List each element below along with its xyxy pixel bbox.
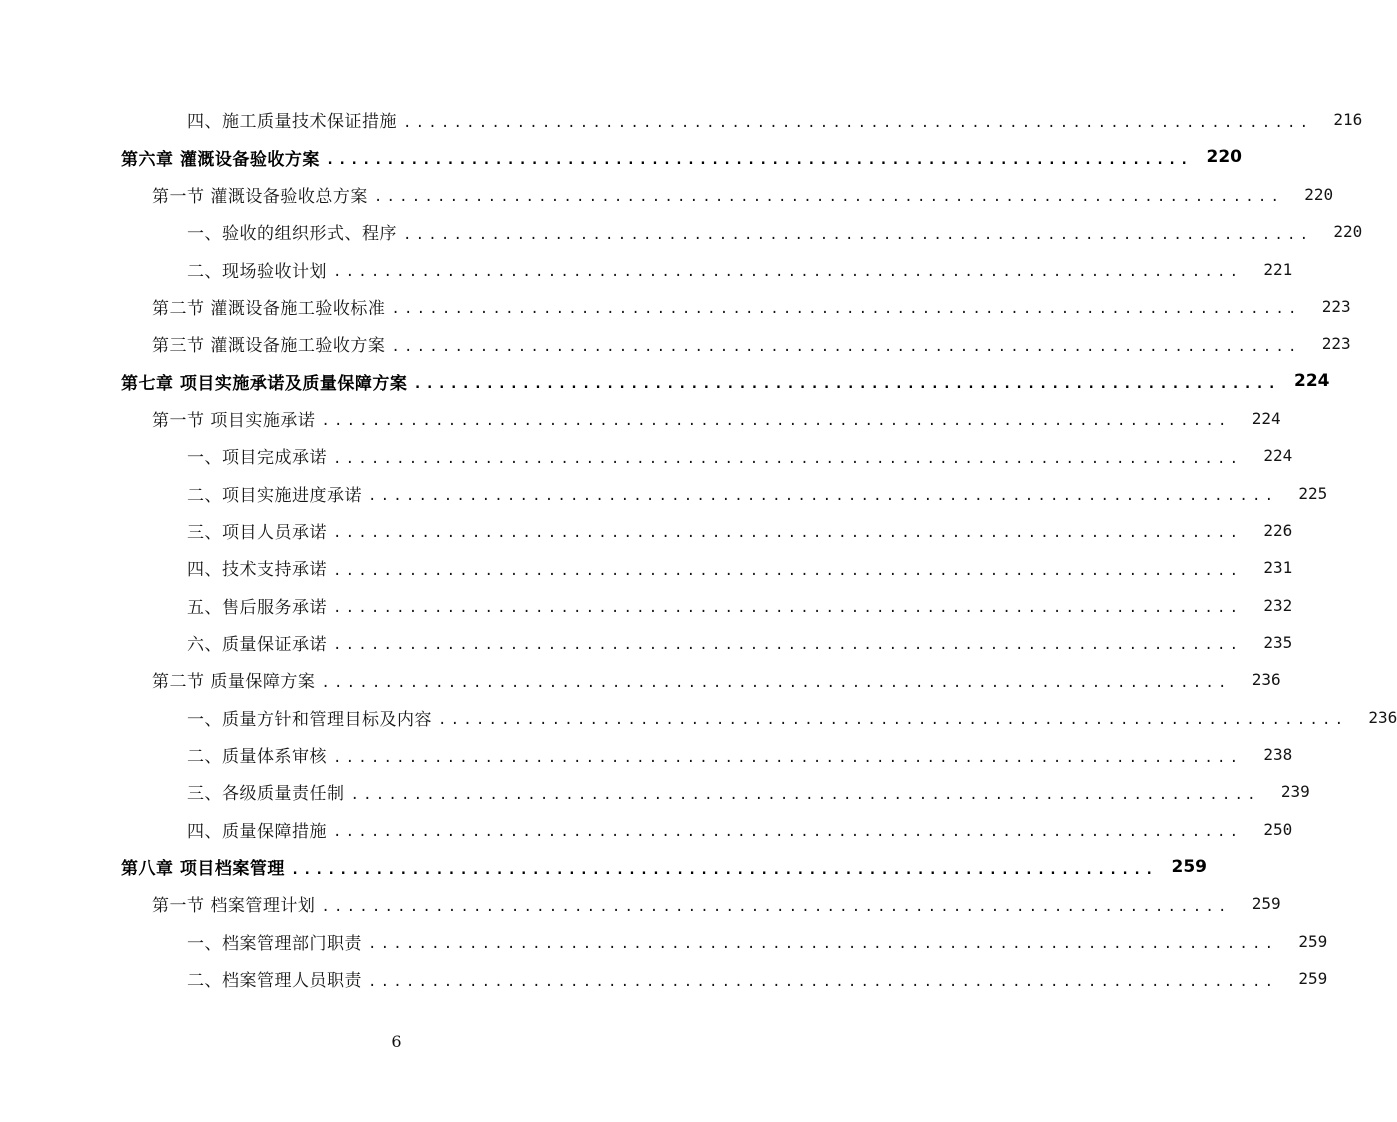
- toc-dot-leader: ........................................................................: [368, 936, 1278, 953]
- toc-entry-title: 第八章 项目档案管理: [121, 859, 285, 880]
- toc-dot-leader: ........................................................................: [350, 786, 1260, 803]
- toc-dot-leader: ........................................................................: [368, 973, 1278, 990]
- toc-entry[interactable]: [0, 213, 1363, 250]
- toc-dot-leader: ........................................................................: [325, 152, 1192, 169]
- toc-dot-leader: ........................................................................: [373, 189, 1284, 206]
- toc-entry-page: 235: [1263, 632, 1293, 652]
- toc-entry[interactable]: [0, 661, 1281, 698]
- toc-entry-page: 250: [1263, 819, 1293, 839]
- toc-dot-leader: ........................................................................: [413, 376, 1280, 393]
- toc-entry[interactable]: [0, 474, 1328, 511]
- toc-dot-leader: ........................................................................: [368, 488, 1278, 505]
- toc-entry-page: 224: [1263, 446, 1293, 466]
- toc-entry-title: 二、档案管理人员职责: [187, 971, 362, 992]
- toc-dot-leader: ........................................................................: [290, 861, 1157, 878]
- toc-entry-page: 259: [1251, 894, 1281, 914]
- toc-entry[interactable]: [0, 848, 1207, 885]
- toc-entry-title: 三、各级质量责任制: [187, 784, 345, 805]
- toc-entry-title: 第七章 项目实施承诺及质量保障方案: [121, 373, 408, 394]
- toc-entry-title: 一、验收的组织形式、程序: [187, 224, 397, 245]
- page-number: 6: [391, 1032, 402, 1051]
- toc-dot-leader: ........................................................................: [333, 637, 1243, 654]
- toc-entry-title: 一、质量方针和管理目标及内容: [187, 709, 432, 730]
- toc-entry-page: 236: [1368, 707, 1397, 727]
- toc-dot-leader: ........................................................................: [333, 600, 1243, 617]
- toc-entry-title: 第二节 质量保障方案: [152, 672, 316, 693]
- toc-entry[interactable]: [0, 586, 1293, 623]
- toc-entry[interactable]: [0, 437, 1293, 474]
- toc-dot-leader: ........................................................................: [403, 226, 1313, 243]
- toc-dot-leader: ........................................................................: [333, 824, 1243, 841]
- toc-entry-title: 第一节 灌溉设备验收总方案: [152, 186, 368, 207]
- toc-entry-title: 第六章 灌溉设备验收方案: [121, 149, 320, 170]
- toc-entry[interactable]: [0, 811, 1293, 848]
- toc-entry[interactable]: [0, 736, 1293, 773]
- toc-dot-leader: ........................................................................: [333, 562, 1243, 579]
- toc-entry-page: 259: [1298, 931, 1328, 951]
- toc-entry-page: 239: [1280, 782, 1310, 802]
- toc-entry-page: 231: [1263, 558, 1293, 578]
- toc-entry-title: 五、售后服务承诺: [187, 597, 327, 618]
- toc-entry-page: 223: [1321, 296, 1351, 316]
- toc-entry-page: 221: [1263, 259, 1293, 279]
- toc-entry[interactable]: [0, 923, 1328, 960]
- toc-entry[interactable]: [0, 250, 1293, 287]
- toc-entry-title: 四、施工质量技术保证措施: [187, 112, 397, 133]
- toc-dot-leader: ........................................................................: [333, 525, 1243, 542]
- toc-entry[interactable]: [0, 549, 1293, 586]
- toc-entry[interactable]: [0, 400, 1281, 437]
- toc-dot-leader: ........................................................................: [321, 674, 1231, 691]
- toc-dot-leader: ........................................................................: [333, 749, 1243, 766]
- toc-entry[interactable]: [0, 885, 1281, 922]
- toc-entry[interactable]: [0, 101, 1363, 138]
- toc-entry-title: 第一节 项目实施承诺: [152, 410, 316, 431]
- toc-entry[interactable]: [0, 773, 1310, 810]
- toc-entry-page: 220: [1206, 147, 1242, 168]
- toc-entry[interactable]: [0, 624, 1293, 661]
- toc-entry-page: 259: [1171, 856, 1207, 877]
- toc-entry-page: 232: [1263, 595, 1293, 615]
- toc-entry-page: 226: [1263, 520, 1293, 540]
- toc-entry-title: 六、质量保证承诺: [187, 634, 327, 655]
- toc-entry[interactable]: [0, 325, 1351, 362]
- toc-dot-leader: ........................................................................: [403, 114, 1313, 131]
- toc-entry[interactable]: [0, 512, 1293, 549]
- toc-dot-leader: ........................................................................: [333, 264, 1243, 281]
- toc-entry-title: 二、现场验收计划: [187, 261, 327, 282]
- toc-dot-leader: ........................................................................: [391, 338, 1301, 355]
- toc-entry-page: 216: [1333, 110, 1363, 130]
- toc-entry-page: 236: [1251, 670, 1281, 690]
- toc-dot-leader: ........................................................................: [321, 413, 1231, 430]
- toc-entry-page: 223: [1321, 334, 1351, 354]
- toc-dot-leader: ........................................................................: [321, 898, 1231, 915]
- toc-entry-page: 224: [1251, 408, 1281, 428]
- toc-entry-title: 第三节 灌溉设备施工验收方案: [152, 336, 386, 357]
- toc-entry[interactable]: [0, 288, 1351, 325]
- toc-dot-leader: ........................................................................: [438, 712, 1348, 729]
- toc-entry[interactable]: [0, 176, 1334, 213]
- toc-entry-title: 二、质量体系审核: [187, 747, 327, 768]
- toc-entry[interactable]: [0, 960, 1328, 997]
- toc-entry-title: 一、项目完成承诺: [187, 448, 327, 469]
- toc-entry-title: 一、档案管理部门职责: [187, 933, 362, 954]
- toc-entry[interactable]: [0, 699, 1397, 736]
- toc-entry-page: 224: [1294, 371, 1330, 392]
- toc-entry-title: 三、项目人员承诺: [187, 522, 327, 543]
- toc-entry-page: 220: [1333, 222, 1363, 242]
- toc-entry[interactable]: [0, 138, 1242, 175]
- toc-entry-title: 第二节 灌溉设备施工验收标准: [152, 298, 386, 319]
- toc-entry-title: 四、技术支持承诺: [187, 560, 327, 581]
- toc-entry-title: 二、项目实施进度承诺: [187, 485, 362, 506]
- toc-entry-page: 225: [1298, 483, 1328, 503]
- toc-entry-title: 四、质量保障措施: [187, 821, 327, 842]
- toc-dot-leader: ........................................................................: [391, 301, 1301, 318]
- toc-dot-leader: ........................................................................: [333, 450, 1243, 467]
- toc-entry-page: 238: [1263, 745, 1293, 765]
- toc-entry-page: 259: [1298, 969, 1328, 989]
- toc-entry[interactable]: [0, 362, 1330, 399]
- toc-entry-page: 220: [1304, 184, 1334, 204]
- toc-entry-title: 第一节 档案管理计划: [152, 896, 316, 917]
- table-of-contents: [0, 101, 1397, 997]
